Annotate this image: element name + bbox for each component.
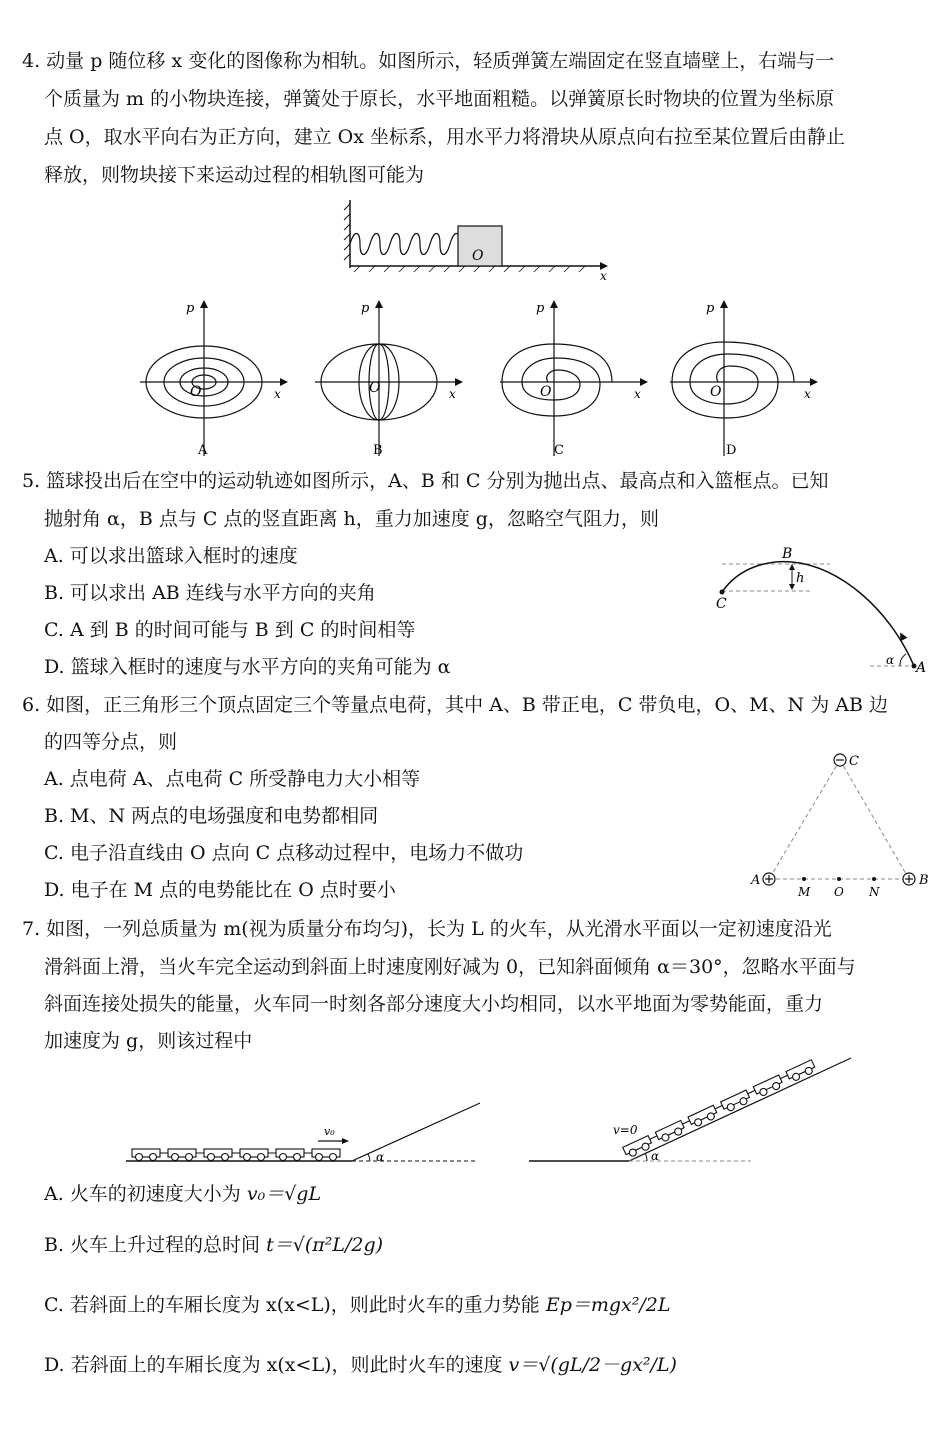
graph-a-p-label: p (186, 301, 195, 316)
q7-option-a-text: A. 火车的初速度大小为 (44, 1183, 247, 1205)
phase-graph-a (130, 296, 290, 461)
q7-option-d (44, 1352, 677, 1378)
q6-option-a: A. 点电荷 A、点电荷 C 所受静电力大小相等 (44, 768, 421, 790)
graph-c-letter: C (554, 443, 564, 458)
graph-d-origin: O (710, 384, 722, 400)
graph-d-x-label: x (804, 387, 811, 401)
graph-c-origin: O (540, 384, 552, 400)
tri-label-m: M (798, 885, 811, 899)
traj-label-h: h (796, 571, 805, 586)
q5-line-2: 抛射角 α，B 点与 C 点的竖直距离 h，重力加速度 g，忽略空气阻力，则 (44, 508, 659, 530)
graph-d-p-label: p (706, 301, 715, 316)
q5-option-a: A. 可以求出篮球入框时的速度 (44, 545, 298, 567)
q7-option-b-formula: t＝√(π²L/2g) (266, 1234, 384, 1256)
q4-line-1: 4. 动量 p 随位移 x 变化的图像称为相轨。如图所示，轻质弹簧左端固定在竖直墙壁上，右端与一 (22, 50, 835, 72)
q7-option-c-formula: Ep＝mgx²/2L (545, 1294, 671, 1316)
train-v-zero-label: v=0 (613, 1123, 638, 1137)
graph-a-letter: A (198, 443, 208, 458)
tri-label-b: B (919, 873, 929, 888)
q5-option-d: D. 篮球入框时的速度与水平方向的夹角可能为 α (44, 656, 451, 678)
graph-c-x-label: x (634, 387, 641, 401)
q5-line-1: 5. 篮球投出后在空中的运动轨迹如图所示，A、B 和 C 分别为抛出点、最高点和入篮框点。已知 (22, 470, 829, 492)
q7-option-d-formula: v＝√(gL/2－gx²/L) (508, 1354, 677, 1376)
graph-b-origin: O (369, 380, 381, 396)
spring-block-figure (330, 196, 620, 286)
phase-graph-c (490, 296, 650, 461)
spring-origin-label: O (472, 248, 484, 264)
q5-option-b: B. 可以求出 AB 连线与水平方向的夹角 (44, 582, 376, 604)
q6-line-2: 的四等分点，则 (44, 731, 178, 753)
graph-b-letter: B (373, 443, 383, 458)
graph-a-origin: O (190, 384, 202, 400)
tri-label-n: N (869, 885, 880, 899)
traj-label-alpha: α (886, 653, 895, 667)
q5-option-c: C. A 到 B 的时间可能与 B 到 C 的时间相等 (44, 619, 416, 641)
phase-graph-b (305, 296, 465, 461)
q6-option-b: B. M、N 两点的电场强度和电势都相同 (44, 805, 379, 827)
q7-line-2: 滑斜面上滑，当火车完全运动到斜面上时速度刚好减为 0，已知斜面倾角 α＝30°，忽略水平面与 (44, 956, 856, 978)
tri-label-a: A (751, 873, 761, 888)
q7-option-b-text: B. 火车上升过程的总时间 (44, 1234, 267, 1256)
q7-option-a (44, 1181, 321, 1207)
q4-line-3: 点 O，取水平向右为正方向，建立 Ox 坐标系，用水平力将滑块从原点向右拉至某位置后由静止 (44, 126, 845, 148)
graph-b-p-label: p (361, 301, 370, 316)
train-right-alpha: α (651, 1149, 660, 1163)
train-on-slope-figure (525, 1052, 855, 1170)
traj-label-a: A (916, 660, 927, 676)
tri-label-c: C (849, 754, 859, 769)
q4-line-2: 个质量为 m 的小物块连接，弹簧处于原长，水平地面粗糙。以弹簧原长时物块的位置为坐标原 (44, 88, 835, 110)
graph-b-x-label: x (449, 387, 456, 401)
graph-a-x-label: x (274, 387, 281, 401)
q7-line-4: 加速度为 g，则该过程中 (44, 1030, 253, 1052)
q7-line-1: 7. 如图，一列总质量为 m(视为质量分布均匀)，长为 L 的火车，从光滑水平面以一定初速度沿光 (22, 918, 832, 940)
q7-option-a-formula: v₀＝√gL (246, 1183, 322, 1205)
q6-option-d: D. 电子在 M 点的电势能比在 O 点时要小 (44, 879, 396, 901)
traj-label-c: C (716, 596, 727, 612)
train-left-alpha: α (376, 1150, 385, 1164)
graph-c-p-label: p (536, 301, 545, 316)
tri-label-o: O (834, 885, 844, 899)
traj-label-b: B (782, 546, 793, 562)
train-v0-label: v₀ (324, 1125, 335, 1138)
basketball-trajectory-figure (700, 540, 940, 680)
spring-x-label: x (600, 269, 607, 283)
triangle-charges-figure (745, 746, 940, 899)
q7-option-d-text: D. 若斜面上的车厢长度为 x(x<L)，则此时火车的速度 (44, 1354, 509, 1376)
q7-option-c (44, 1292, 670, 1318)
graph-d-letter: D (726, 443, 737, 458)
q7-option-c-text: C. 若斜面上的车厢长度为 x(x<L)，则此时火车的重力势能 (44, 1294, 546, 1316)
train-on-ground-figure (120, 1095, 490, 1170)
phase-graph-d (660, 296, 820, 461)
q4-line-4: 释放，则物块接下来运动过程的相轨图可能为 (44, 164, 425, 186)
q7-option-b (44, 1232, 383, 1258)
q7-line-3: 斜面连接处损失的能量，火车同一时刻各部分速度大小均相同，以水平地面为零势能面，重力 (44, 993, 824, 1015)
q6-line-1: 6. 如图，正三角形三个顶点固定三个等量点电荷，其中 A、B 带正电，C 带负电，O、M、N 为 AB 边 (22, 694, 888, 716)
q6-option-c: C. 电子沿直线由 O 点向 C 点移动过程中，电场力不做功 (44, 842, 524, 864)
